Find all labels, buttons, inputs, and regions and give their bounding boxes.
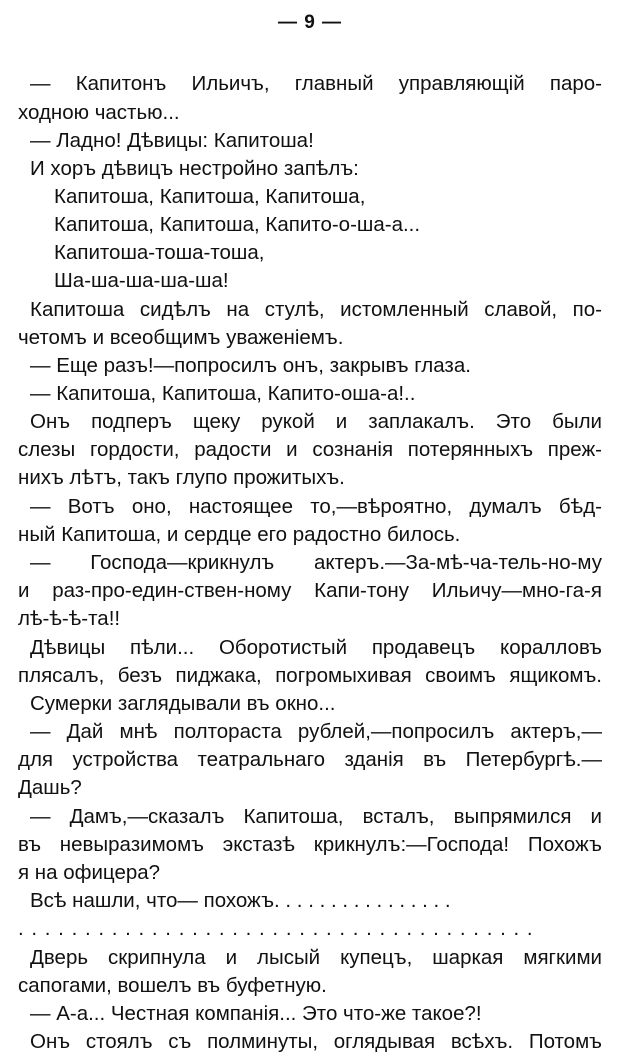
text-line: плясалъ, безъ пиджака, погромыхивая своимъ ящикомъ. bbox=[18, 664, 602, 687]
text-line: Дѣвицы пѣли... Оборотистый продавецъ коралловъ bbox=[30, 636, 602, 659]
text-line: — Капитонъ Ильичъ, главный управляющій паро- bbox=[30, 72, 602, 95]
text-line: Всѣ нашли, что— похожъ. . . . . . . . . . . . . . . . bbox=[30, 889, 451, 912]
text-line: — Ладно! Дѣвицы: Капитоша! bbox=[30, 129, 314, 152]
text-line: лѣ-ѣ-ѣ-та!! bbox=[18, 607, 121, 630]
verse-line: Капитоша, Капитоша, Капито-о-ша-а... bbox=[54, 213, 421, 236]
text-line: и раз-про-един-ствен-ному Капи-тону Ильичу—мно-га-я bbox=[18, 579, 602, 602]
text-line: И хоръ дѣвицъ нестройно запѣлъ: bbox=[30, 157, 359, 180]
text-line: — Вотъ оно, настоящее то,—вѣроятно, думалъ бѣд- bbox=[30, 495, 602, 518]
text-line: для устройства театральнаго зданія въ Петербургѣ.— bbox=[18, 748, 602, 771]
text-line: — А-а... Честная компанія... Это что-же такое?! bbox=[30, 1002, 482, 1025]
page-number: — 9 — bbox=[277, 12, 343, 33]
text-line: въ невыразимомъ экстазѣ крикнулъ:—Господа! Похожъ bbox=[18, 833, 602, 856]
text-line: — Дамъ,—сказалъ Капитоша, всталъ, выпрямился и bbox=[30, 805, 602, 828]
verse-line: Капитоша-тоша-тоша, bbox=[54, 241, 265, 264]
text-line: — Капитоша, Капитоша, Капито-оша-а!.. bbox=[30, 382, 416, 405]
text-line: Сумерки заглядывали въ окно... bbox=[30, 692, 336, 715]
text-line: четомъ и всеобщимъ уваженіемъ. bbox=[18, 326, 344, 349]
text-line: слезы гордости, радости и сознанія потерянныхъ преж- bbox=[18, 438, 602, 461]
verse-line: Капитоша, Капитоша, Капитоша, bbox=[54, 185, 366, 208]
text-line: ный Капитоша, и сердце его радостно билось. bbox=[18, 523, 461, 546]
text-line: сапогами, вошелъ въ буфетную. bbox=[18, 974, 327, 997]
text-line: Дашь? bbox=[18, 776, 82, 799]
text-line: — Дай мнѣ полтораста рублей,—попросилъ актеръ,— bbox=[30, 720, 602, 743]
text-line: Онъ подперъ щеку рукой и заплакалъ. Это были bbox=[30, 410, 602, 433]
text-line: ходною частью... bbox=[18, 101, 180, 124]
text-line: — Господа—крикнулъ актеръ.—За-мѣ-ча-тель-но-му bbox=[30, 551, 602, 574]
text-line: Капитоша сидѣлъ на стулѣ, истомленный славой, по- bbox=[30, 298, 602, 321]
text-line: Онъ стоялъ съ полминуты, оглядывая всѣхъ. Потомъ bbox=[30, 1030, 602, 1053]
dotted-separator: . . . . . . . . . . . . . . . . . . . . . . . . . . . . . . . . . . . . . . . bbox=[18, 917, 534, 940]
text-line: я на офицера? bbox=[18, 861, 161, 884]
verse-line: Ша-ша-ша-ша-ша! bbox=[54, 269, 229, 292]
text-line: нихъ лѣтъ, такъ глупо прожитыхъ. bbox=[18, 466, 345, 489]
text-line: Дверь скрипнула и лысый купецъ, шаркая мягкими bbox=[30, 946, 602, 969]
text-line: — Еще разъ!—попросилъ онъ, закрывъ глаза. bbox=[30, 354, 471, 377]
